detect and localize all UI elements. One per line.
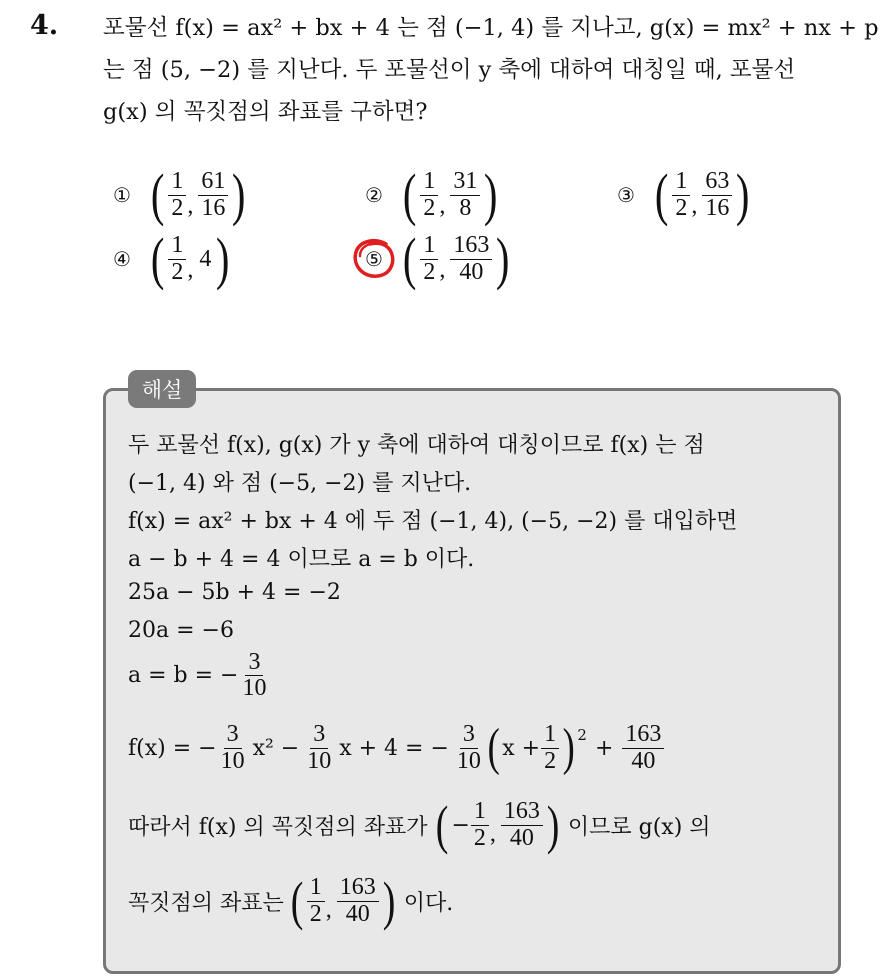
choice-3[interactable]: ③ ( $\frac{1}{2}$ , $\frac{63}{16}$ ) [614, 166, 753, 224]
fraction: $\frac{31}{8}$ [450, 169, 480, 220]
choice-4[interactable]: ④ ( $\frac{1}{2}$ , 4 ) [110, 230, 233, 288]
fraction: $\frac{3}{10}$ [456, 721, 481, 774]
fraction: $\frac{3}{10}$ [242, 649, 267, 702]
solution-tag: 해설 [128, 370, 196, 408]
fraction: $\frac{163}{40}$ [501, 799, 543, 850]
choice-1[interactable]: ① ( $\frac{1}{2}$ , $\frac{61}{16}$ ) [110, 166, 249, 224]
fraction: $\frac{61}{16}$ [198, 169, 228, 220]
problem-line-1: 포물선 f(x) = ax² + bx + 4 는 점 (−1, 4) 를 지나고, g(x) = mx² + nx + p [103, 15, 879, 41]
choice-marker: ② [365, 183, 383, 207]
choice-2[interactable]: ② ( $\frac{1}{2}$ , $\frac{31}{8}$ ) [362, 166, 501, 224]
fraction: $\frac{1}{2}$ [420, 233, 438, 284]
fraction: $\frac{63}{16}$ [702, 169, 732, 220]
solution-line-2: (−1, 4) 와 점 (−5, −2) 를 지난다. [128, 471, 472, 496]
fraction: $\frac{163}{40}$ [337, 875, 379, 926]
fraction: $\frac{3}{10}$ [307, 721, 332, 774]
solution-line-3: f(x) = ax² + bx + 4 에 두 점 (−1, 4), (−5, −2) 를 대입하면 [128, 509, 738, 534]
fraction: $\frac{1}{2}$ [471, 799, 489, 850]
problem-line-3: g(x) 의 꼭짓점의 좌표를 구하면? [103, 99, 428, 125]
fraction: $\frac{1}{2}$ [420, 169, 438, 220]
fraction: $\frac{1}{2}$ [541, 722, 559, 773]
fraction: $\frac{163}{40}$ [622, 722, 664, 773]
fraction: $\frac{1}{2}$ [168, 169, 186, 220]
fraction: $\frac{1}{2}$ [672, 169, 690, 220]
solution-vertex-g: 꼭짓점의 좌표는 ( $\frac{1}{2}$ , $\frac{163}{40}$ ) 이다. [128, 871, 454, 931]
choice-marker: ④ [113, 247, 131, 271]
choice-marker: ⑤ [365, 247, 383, 271]
solution-line-5: 25a − 5b + 4 = −2 [128, 580, 341, 605]
solution-line-4: a − b + 4 = 4 이므로 a = b 이다. [128, 547, 475, 572]
fraction: $\frac{163}{40}$ [450, 233, 492, 284]
selection-mark-icon [350, 236, 400, 284]
fraction: $\frac{1}{2}$ [168, 233, 186, 284]
solution-line-1: 두 포물선 f(x), g(x) 가 y 축에 대하여 대칭이므로 f(x) 는 점 [128, 433, 705, 458]
choice-5[interactable]: ⑤ ( $\frac{1}{2}$ , $\frac{163}{40}$ ) [362, 230, 513, 288]
solution-line-7: a = b = − $\frac{3}{10}$ [128, 650, 270, 701]
solution-vertex-f: 따라서 f(x) 의 꼭짓점의 좌표가 ( − $\frac{1}{2}$ , $\frac{163}{40}$ ) 이므로 g(x) 의 [128, 795, 711, 855]
problem-number: 4. [30, 10, 59, 41]
choice-marker: ① [113, 183, 131, 207]
fraction: $\frac{1}{2}$ [307, 875, 325, 926]
solution-f-expansion: f(x) = − $\frac{3}{10}$ x² − $\frac{3}{10}$ x + 4 = − $\frac{3}{10}$ ( x + $\frac{1}{2}$ ) $^2$ + $\frac{163}{40}$ [128, 722, 665, 774]
choice-marker: ③ [617, 183, 635, 207]
problem-line-2: 는 점 (5, −2) 를 지난다. 두 포물선이 y 축에 대하여 대칭일 때, 포물선 [103, 57, 796, 83]
solution-line-6: 20a = −6 [128, 618, 234, 643]
fraction: $\frac{3}{10}$ [220, 721, 245, 774]
